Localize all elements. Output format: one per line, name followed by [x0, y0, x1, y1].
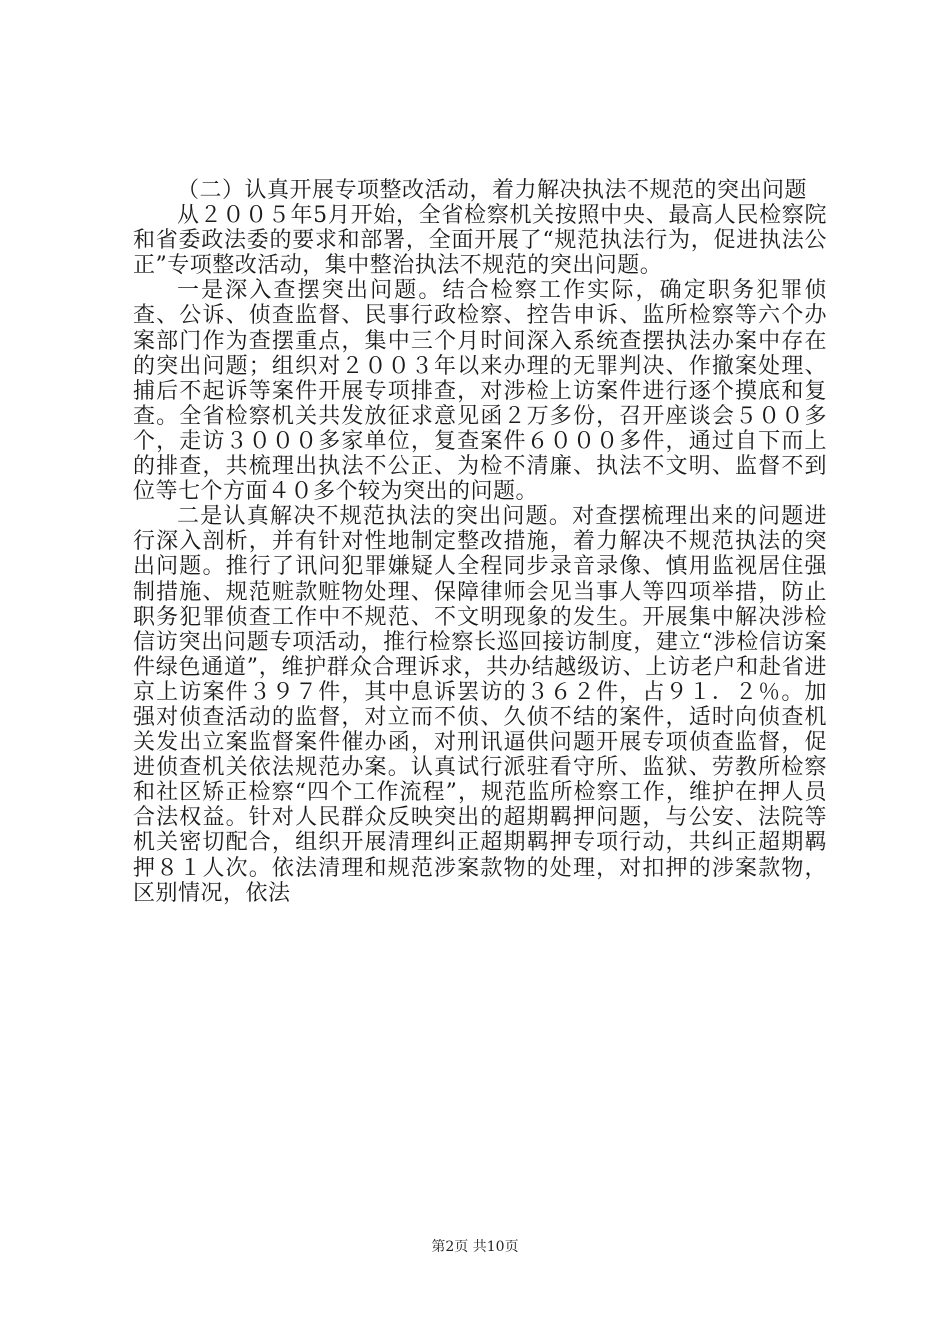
document-body [133, 178, 827, 906]
paragraph-point-two: 二是认真解决不规范执法的突出问题。对查摆梳理出来的问题进行深入剖析，并有针对性地制定整改措施，着力解决不规范执法的突出问题。推行了讯问犯罪嫌疑人全程同步录音录像、慎用监视居住强制措施、规范赃款赃物处理、保障律师会见当事人等四项举措，防止职务犯罪侦查工作中不规范、不文明现象的发生。开展集中解决涉检信访突出问题专项活动，推行检察长巡回接访制度，建立“涉检信访案件绿色通道”，维护群众合理诉求，共办结越级访、上访老户和赴省进京上访案件３９７件，其中息诉罢访的３６２件，占９１．２％。加强对侦查活动的监督，对立而不侦、久侦不结的案件，适时向侦查机关发出立案监督案件催办函，对刑讯逼供问题开展专项侦查监督，促进侦查机关依法规范办案。认真试行派驻看守所、监狱、劳教所检察和社区矫正检察“四个工作流程”，规范监所检察工作，维护在押人员合法权益。针对人民群众反映突出的超期羁押问题，与公安、法院等机关密切配合，组织开展清理纠正超期羁押专项行动，共纠正超期羁押８１人次。依法清理和规范涉案款物的处理，对扣押的涉案款物，区别情况，依法 [133, 504, 827, 906]
paragraph-intro: 从２００５年5月开始，全省检察机关按照中央、最高人民检察院和省委政法委的要求和部署，全面开展了“规范执法行为，促进执法公正”专项整改活动，集中整治执法不规范的突出问题。 [133, 203, 827, 279]
section-heading: （二）认真开展专项整改活动，着力解决执法不规范的突出问题 [177, 178, 808, 203]
paragraph-point-one: 一是深入查摆突出问题。结合检察工作实际，确定职务犯罪侦查、公诉、侦查监督、民事行政检察、控告申诉、监所检察等六个办案部门作为查摆重点，集中三个月时间深入系统查摆执法办案中存在的突出问题；组织对２００３年以来办理的无罪判决、作撤案处理、捕后不起诉等案件开展专项排查，对涉检上访案件进行逐个摸底和复查。全省检察机关共发放征求意见函２万多份，召开座谈会５００多个，走访３０００多家单位，复查案件６０００多件，通过自下而上的排查，共梳理出执法不公正、为检不清廉、执法不文明、监督不到位等七个方面４０多个较为突出的问题。 [133, 278, 827, 505]
page-footer: 第2页 共10页 [431, 1239, 519, 1255]
